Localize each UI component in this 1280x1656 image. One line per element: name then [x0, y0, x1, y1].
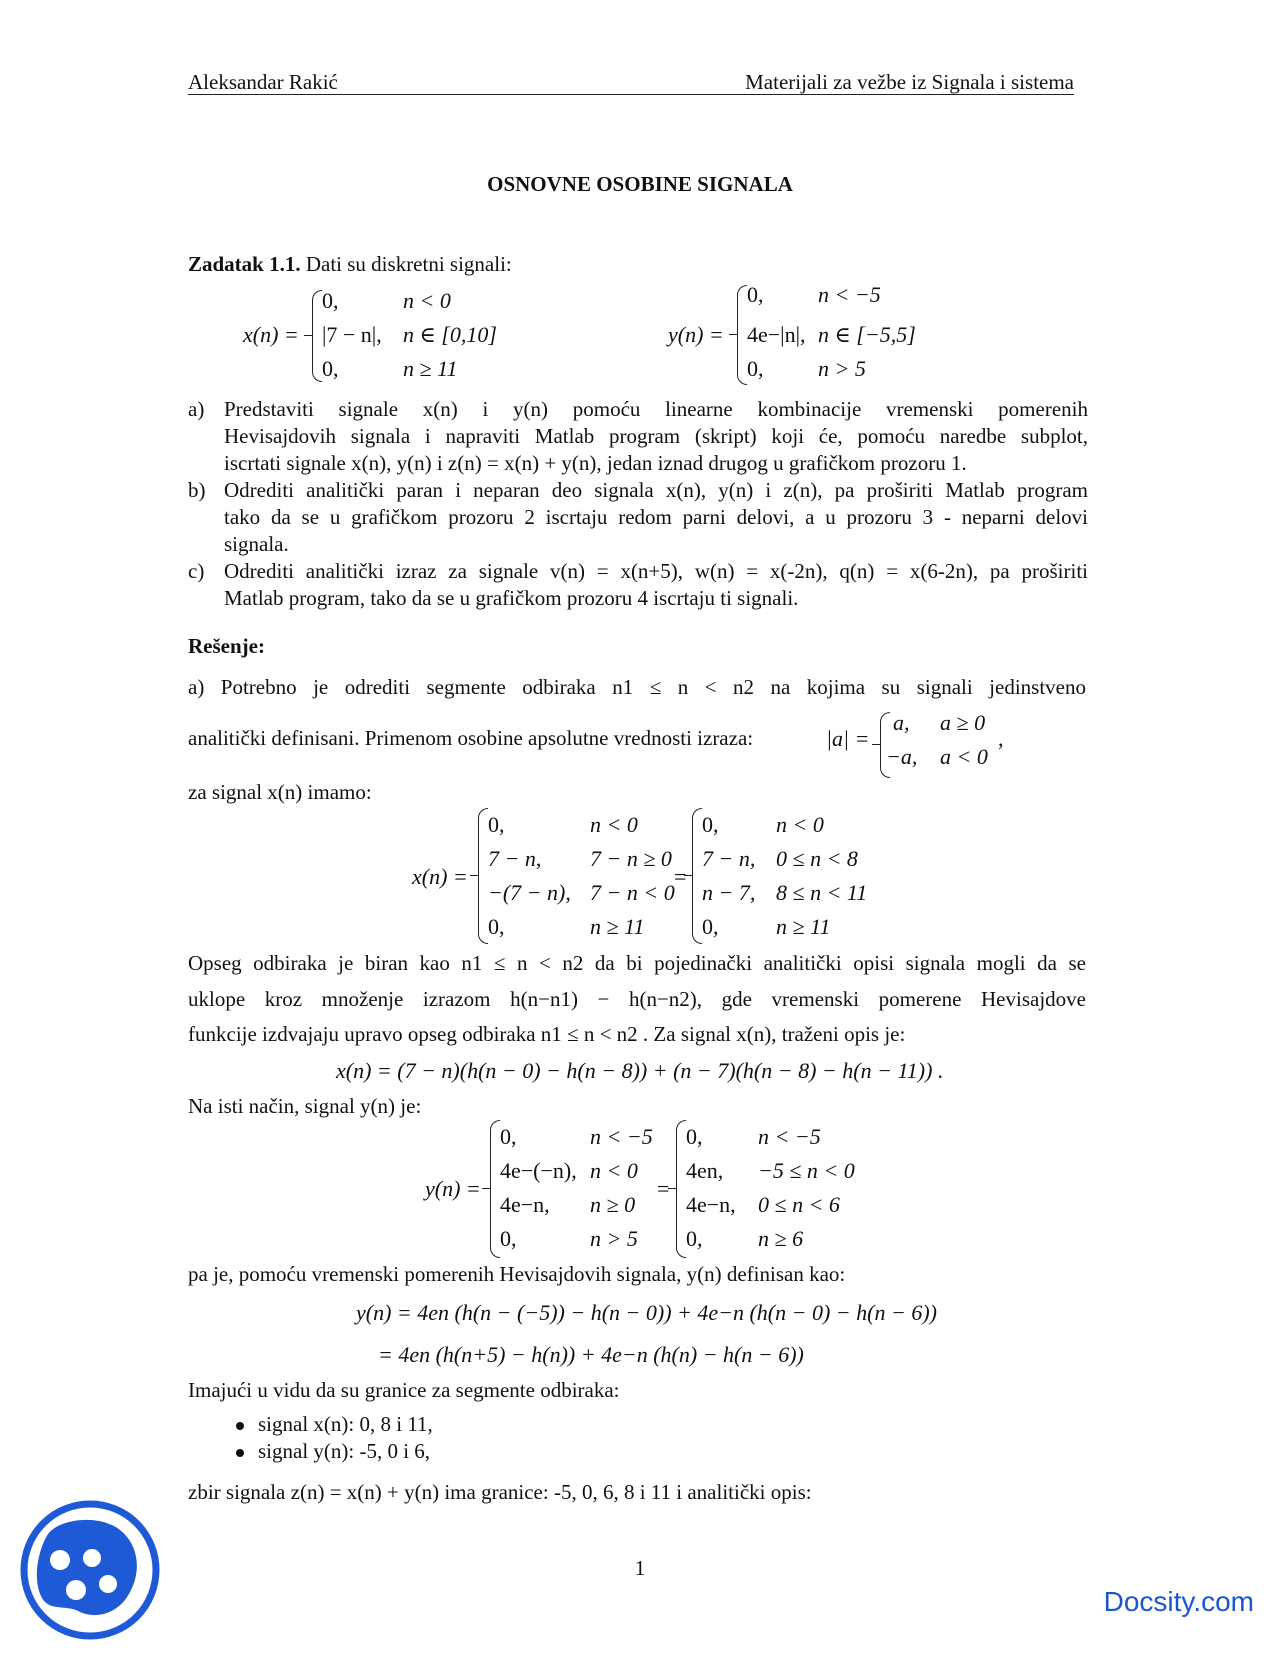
- x-def-lhs: x(n) =: [243, 322, 299, 347]
- task-item-b: [188, 477, 1088, 558]
- y-piece-l3-cond: n ≥ 0: [590, 1192, 636, 1217]
- x-piece-l1-val: 0,: [488, 812, 505, 837]
- x-piece-lhs: x(n) =: [412, 864, 468, 889]
- solution-heading: Rešenje:: [188, 634, 265, 658]
- abs-def-r2-cond: a < 0: [940, 744, 988, 769]
- y-piece-l4-val: 0,: [500, 1226, 517, 1251]
- task-intro: [188, 252, 512, 277]
- x-def-brace: [312, 290, 322, 382]
- item-label: a): [188, 397, 205, 421]
- x-piece-l3-cond: 7 − n < 0: [590, 880, 675, 905]
- x-piece-r4-cond: n ≥ 11: [776, 914, 831, 939]
- x-def-r3-cond: n ≥ 11: [403, 356, 458, 381]
- y-def-r2-cond: n ∈ [−5,5]: [818, 322, 916, 347]
- x-def-r1-cond: n < 0: [403, 288, 451, 313]
- x-piece-r2-cond: 0 ≤ n < 8: [776, 846, 858, 871]
- y-def-r3-val: 0,: [747, 356, 764, 381]
- y-piece-l4-cond: n > 5: [590, 1226, 638, 1251]
- y-piece-r2-val: 4en,: [686, 1158, 724, 1183]
- item-line: signala.: [224, 532, 289, 556]
- abs-def-tail: ,: [998, 726, 1004, 751]
- docsity-logo-icon: [20, 1500, 160, 1640]
- x-piece-r4-val: 0,: [702, 914, 719, 939]
- x-def-r2-cond: n ∈ [0,10]: [403, 322, 497, 347]
- y-piece-l1-val: 0,: [500, 1124, 517, 1149]
- x-piece-r3-val: n − 7,: [702, 880, 756, 905]
- x-piece-l1-cond: n < 0: [590, 812, 638, 837]
- bullet-item-y: signal y(n): -5, 0 i 6,: [258, 1439, 431, 1463]
- solution-p3-line2: uklope kroz množenje izrazom h(n−n1) − h(n−n2), gde vremenski pomerene Hevisajdove: [188, 987, 1086, 1011]
- solution-p1-line1: a) Potrebno je odrediti segmente odbiraka n1 ≤ n < n2 na kojima su signali jedinstveno: [188, 675, 1086, 699]
- solution-p7: zbir signala z(n) = x(n) + y(n) ima granice: -5, 0, 6, 8 i 11 i analitički opis:: [188, 1480, 812, 1504]
- y-piece-r4-cond: n ≥ 6: [758, 1226, 804, 1251]
- solution-p3-line1: Opseg odbiraka je biran kao n1 ≤ n < n2 da bi pojedinački analitički opisi signala mogli da se: [188, 951, 1086, 975]
- item-line: iscrtati signale x(n), y(n) i z(n) = x(n) + y(n), jedan iznad drugog u grafičkom prozoru 1.: [224, 451, 967, 475]
- y-def-r1-cond: n < −5: [818, 282, 881, 307]
- x-piece-l4-cond: n ≥ 11: [590, 914, 645, 939]
- docsity-brand[interactable]: Docsity.com: [1103, 1586, 1254, 1617]
- item-label: b): [188, 478, 206, 502]
- abs-def-r2-val: −a,: [886, 744, 918, 769]
- x-piece-r1-val: 0,: [702, 812, 719, 837]
- task-intro-text: Dati su diskretni signali:: [305, 252, 512, 276]
- solution-p3-line3: funkcije izdvajaju upravo opseg odbiraka n1 ≤ n < n2 . Za signal x(n), traženi opis je:: [188, 1022, 906, 1046]
- abs-def-lhs: |a| =: [826, 726, 870, 751]
- header-rule: [188, 94, 1074, 95]
- item-line: Predstaviti signale x(n) i y(n) pomoću linearne kombinacije vremenski pomerenih: [224, 397, 1088, 421]
- item-label: c): [188, 559, 205, 583]
- y-piece-r4-val: 0,: [686, 1226, 703, 1251]
- y-piece-l2-val: 4e−(−n),: [500, 1158, 577, 1183]
- y-formula-1: y(n) = 4en (h(n − (−5)) − h(n − 0)) + 4e−n (h(n − 0) − h(n − 6)): [356, 1300, 937, 1325]
- page-title: OSNOVNE OSOBINE SIGNALA: [487, 172, 793, 196]
- y-def-lhs: y(n) =: [668, 322, 724, 347]
- task-item-a: [188, 396, 1088, 477]
- x-piece-l2-cond: 7 − n ≥ 0: [590, 846, 672, 871]
- x-piece-r3-cond: 8 ≤ n < 11: [776, 880, 868, 905]
- x-piece-brace-right: [692, 808, 702, 944]
- solution-p2: za signal x(n) imamo:: [188, 780, 372, 804]
- x-piece-l4-val: 0,: [488, 914, 505, 939]
- x-def-r2-val: |7 − n|,: [322, 322, 382, 347]
- y-piece-r2-cond: −5 ≤ n < 0: [758, 1158, 855, 1183]
- y-piece-brace-right: [676, 1120, 686, 1258]
- bullet-dot: [236, 1449, 244, 1457]
- x-piece-r2-val: 7 − n,: [702, 846, 756, 871]
- y-piece-r1-val: 0,: [686, 1124, 703, 1149]
- y-piece-r3-val: 4e−n,: [686, 1192, 736, 1217]
- task-item-c: [188, 558, 1088, 612]
- y-piece-equals: =: [657, 1176, 670, 1201]
- x-piece-equals: =: [674, 864, 687, 889]
- x-def-r3-val: 0,: [322, 356, 339, 381]
- item-line: tako da se u grafičkom prozoru 2 iscrtaju redom parni delovi, a u prozoru 3 - neparni delovi: [224, 505, 1088, 529]
- page-number: 1: [634, 1556, 646, 1580]
- item-line: Matlab program, tako da se u grafičkom prozoru 4 iscrtaju ti signali.: [224, 586, 799, 610]
- x-piece-r1-cond: n < 0: [776, 812, 824, 837]
- y-piece-brace-left: [490, 1120, 500, 1258]
- item-line: Odrediti analitički izraz za signale v(n) = x(n+5), w(n) = x(-2n), q(n) = x(6-2n), pa proširiti: [224, 559, 1088, 583]
- solution-p4: Na isti način, signal y(n) je:: [188, 1094, 422, 1118]
- abs-def-r1-val: a,: [893, 710, 910, 735]
- x-piece-l3-val: −(7 − n),: [488, 880, 571, 905]
- bullet-dot: [236, 1422, 244, 1430]
- header-course: Materijali za vežbe iz Signala i sistema: [745, 70, 1074, 94]
- solution-p6: Imajući u vidu da su granice za segmente odbiraka:: [188, 1378, 620, 1402]
- x-piece-brace-left: [478, 808, 488, 944]
- item-line: Hevisajdovih signala i napraviti Matlab program (skript) koji će, pomoću naredbe subplot,: [224, 424, 1088, 448]
- x-formula: x(n) = (7 − n)(h(n − 0) − h(n − 8)) + (n − 7)(h(n − 8) − h(n − 11)) .: [336, 1058, 944, 1083]
- abs-def-r1-cond: a ≥ 0: [940, 710, 986, 735]
- y-def-r1-val: 0,: [747, 282, 764, 307]
- y-piece-lhs: y(n) =: [425, 1176, 481, 1201]
- y-piece-r3-cond: 0 ≤ n < 6: [758, 1192, 840, 1217]
- y-def-r2-val: 4e−|n|,: [747, 322, 806, 347]
- x-def-r1-val: 0,: [322, 288, 339, 313]
- item-line: Odrediti analitički paran i neparan deo signala x(n), y(n) i z(n), pa proširiti Matlab program: [224, 478, 1088, 502]
- y-piece-r1-cond: n < −5: [758, 1124, 821, 1149]
- task-label: Zadatak 1.1.: [188, 252, 301, 276]
- y-def-r3-cond: n > 5: [818, 356, 866, 381]
- solution-p1-line2: analitički definisani. Primenom osobine apsolutne vrednosti izraza:: [188, 726, 754, 750]
- solution-p5: pa je, pomoću vremenski pomerenih Hevisajdovih signala, y(n) definisan kao:: [188, 1262, 846, 1286]
- y-def-brace: [737, 285, 747, 385]
- bullet-item-x: signal x(n): 0, 8 i 11,: [258, 1412, 433, 1436]
- x-piece-l2-val: 7 − n,: [488, 846, 542, 871]
- y-formula-2: = 4en (h(n+5) − h(n)) + 4e−n (h(n) − h(n − 6)): [378, 1342, 804, 1367]
- y-piece-l3-val: 4e−n,: [500, 1192, 550, 1217]
- header-author: Aleksandar Rakić: [188, 70, 338, 94]
- y-piece-l2-cond: n < 0: [590, 1158, 638, 1183]
- y-piece-l1-cond: n < −5: [590, 1124, 653, 1149]
